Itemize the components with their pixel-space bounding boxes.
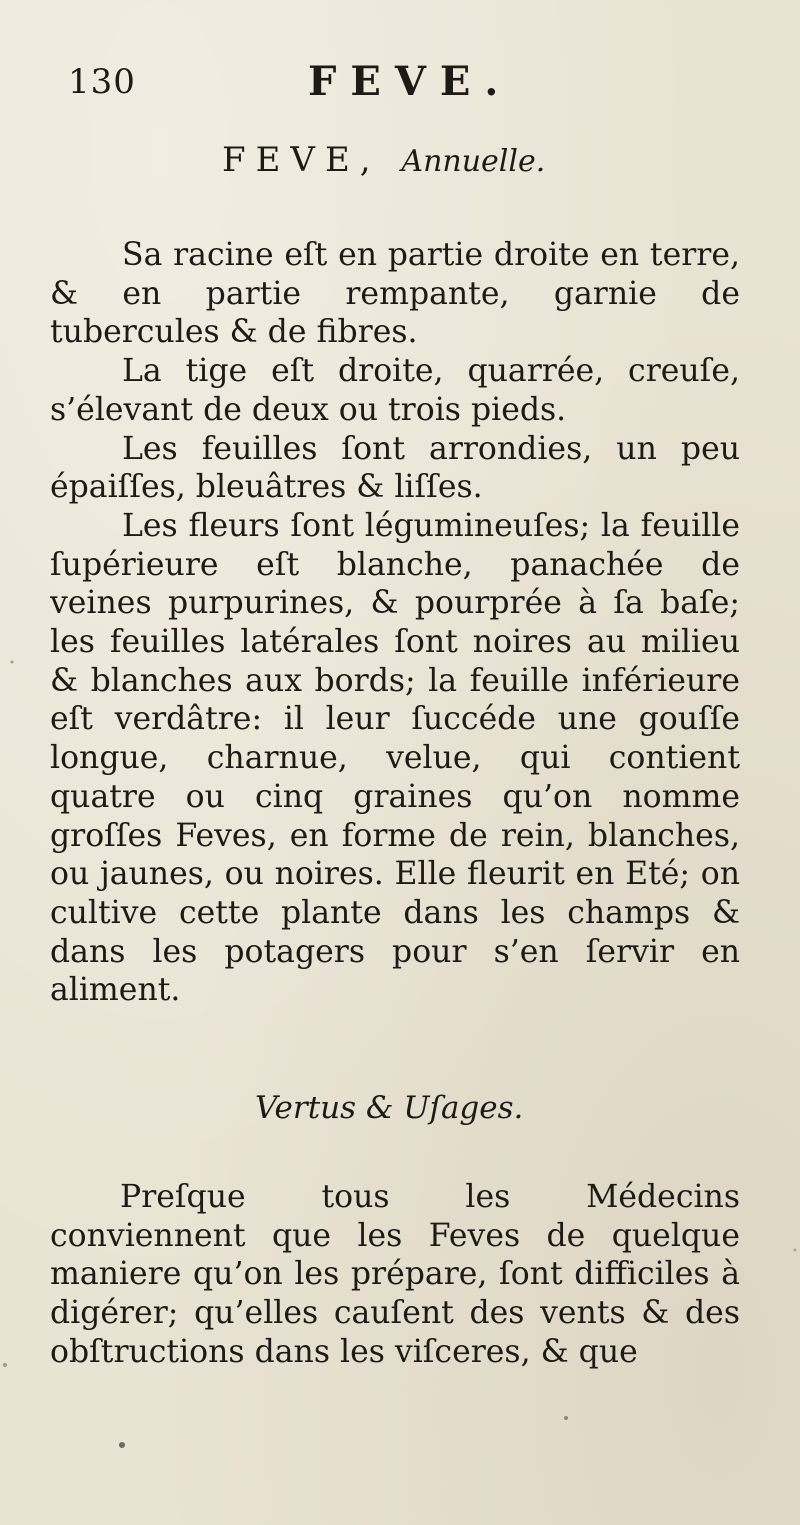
- page-number: 130: [68, 62, 136, 102]
- entry-heading: [222, 140, 545, 180]
- description-text: [50, 236, 740, 1010]
- paragraph-leaves: Les feuilles ſont arrondies, un peu épaiſſes, bleuâtres & liſſes.: [50, 430, 740, 506]
- section-heading: Vertus & Uſages.: [255, 1090, 524, 1126]
- usage-text: [50, 1178, 740, 1372]
- paragraph-root: Sa racine eſt en partie droite en terre, & en partie rempante, garnie de tubercules & de fibres.: [50, 237, 740, 351]
- running-title: FEVE.: [308, 58, 513, 105]
- entry-subtitle: Annuelle.: [401, 144, 546, 179]
- paragraph-stem: La tige eſt droite, quarrée, creuſe, s’élevant de deux ou trois pieds.: [50, 353, 740, 428]
- entry-title: FEVE,: [222, 140, 381, 180]
- paragraph-flowers: Les fleurs ſont légumineuſes; la feuille ſupérieure eſt blanche, panachée de veines purpurines, & pourprée à ſa baſe; les feuilles latérales ſont noires au milieu & blanches aux bords; la feuille inférieure eſt verdâtre: il leur ſuccéde une gouſſe longue, charnue, velue, qui contient quatre ou cinq graines qu’on nomme groſſes Feves, en forme de rein, blanches, ou jaunes, ou noires. Elle fleurit en Eté; on cultive cette plante dans les champs & dans les potagers pour s’en ſervir en aliment.: [50, 507, 740, 1009]
- paragraph-usage: Preſque tous les Médecins conviennent que les Feves de quelque maniere qu’on les prépare, ſont difficiles à digérer; qu’elles cauſent des vents & des obſtructions dans les viſceres, & que: [50, 1179, 740, 1370]
- running-head: [68, 58, 688, 108]
